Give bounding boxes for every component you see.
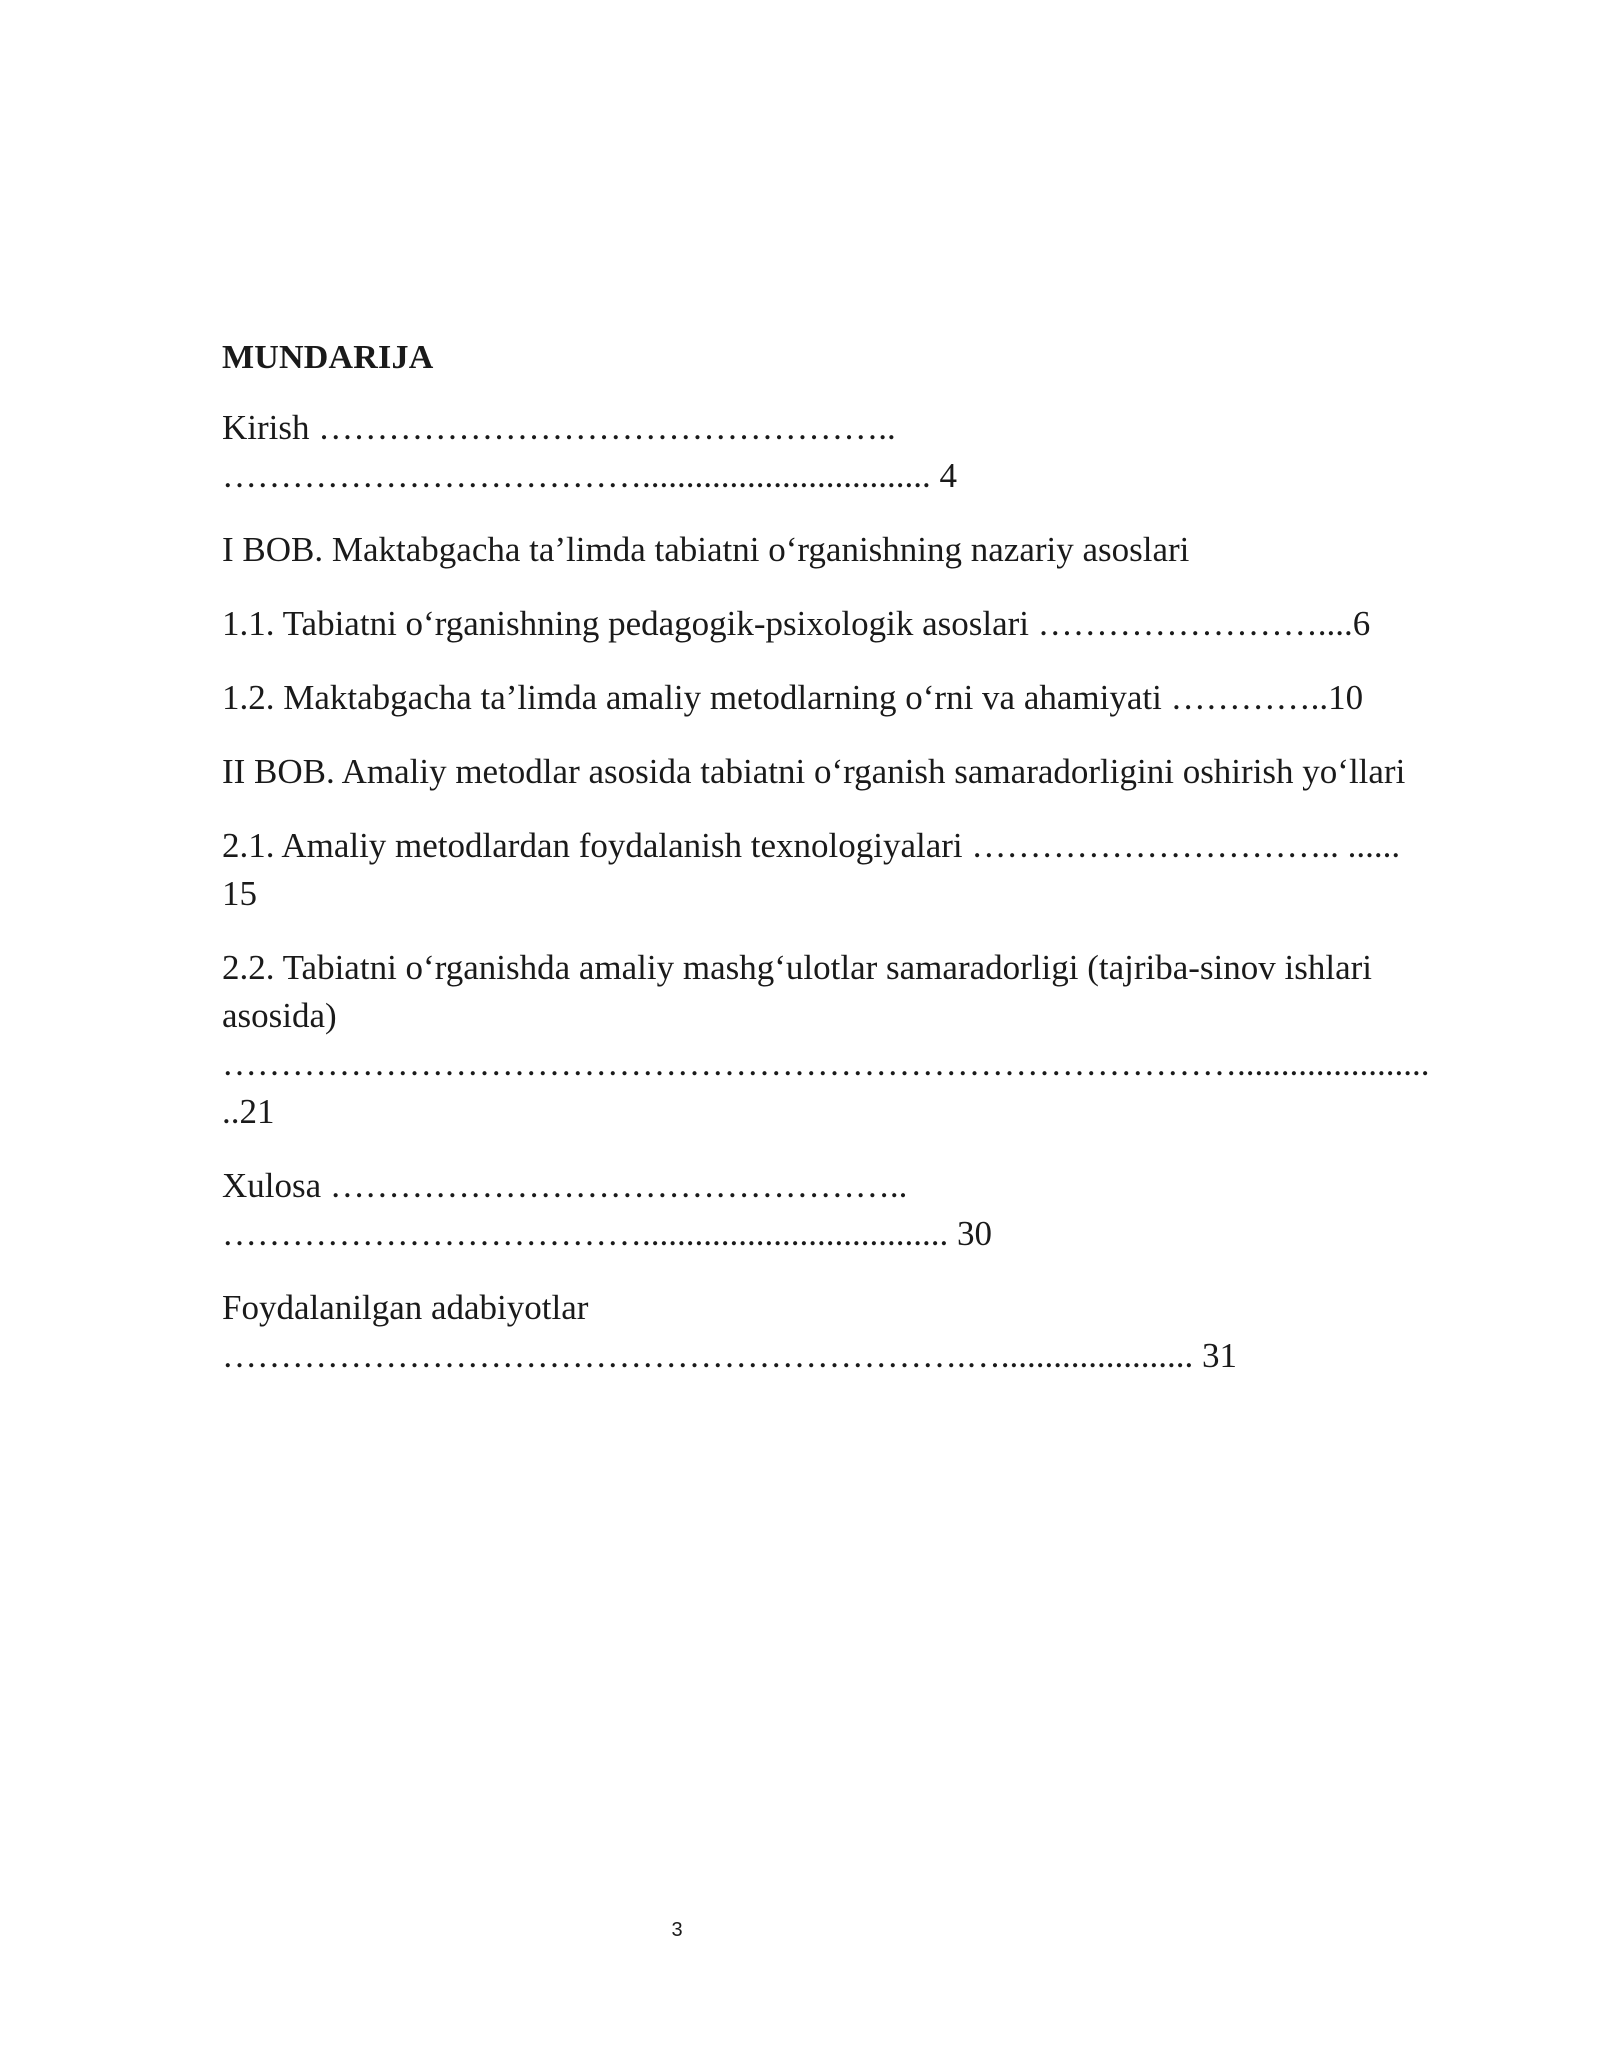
toc-entry-section-2-1: [222, 822, 1490, 918]
toc-entry-chapter-2: [222, 748, 1490, 796]
toc-entry-references: [222, 1284, 1490, 1380]
toc-entry-chapter-1: [222, 526, 1490, 574]
toc-line: 2.1. Amaliy metodlardan foydalanish texnologiyalari ………………………….. ......: [222, 826, 1401, 865]
toc-line: I BOB. Maktabgacha ta’limda tabiatni o‘rganishning nazariy asoslari: [222, 530, 1190, 569]
toc-line: 2.2. Tabiatni o‘rganishda amaliy mashg‘ulotlar samaradorligi (tajriba-sinov ishlari: [222, 948, 1372, 987]
toc-line: II BOB. Amaliy metodlar asosida tabiatni o‘rganish samaradorligini oshirish yo‘llari: [222, 752, 1406, 791]
toc-line: asosida): [222, 996, 337, 1035]
toc-line: ……………………………………………………………………………......................: [222, 1044, 1430, 1083]
toc-entry-section-2-2: [222, 944, 1490, 1136]
toc-line: 15: [222, 874, 257, 913]
toc-entry-section-1-2: [222, 674, 1490, 722]
toc-entry-introduction: [222, 404, 1490, 500]
toc-line: ..21: [222, 1092, 275, 1131]
toc-line: ………………………………................................. 4: [222, 456, 957, 495]
toc-line: Kirish …………………………………………..: [222, 408, 896, 447]
toc-line: Xulosa …………………………………………..: [222, 1166, 908, 1205]
toc-line: ……………………………………………………….…...................... 31: [222, 1336, 1237, 1375]
toc-line: 1.1. Tabiatni o‘rganishning pedagogik-psixologik asoslari ……………………....6: [222, 604, 1371, 643]
page-number: 3: [671, 1919, 683, 1941]
table-of-contents: [222, 334, 1490, 1406]
toc-line: ………………………………................................... 30: [222, 1214, 992, 1253]
toc-heading: MUNDARIJA: [222, 339, 434, 376]
toc-line: Foydalanilgan adabiyotlar: [222, 1288, 589, 1327]
toc-line: 1.2. Maktabgacha ta’limda amaliy metodlarning o‘rni va ahamiyati …………..10: [222, 678, 1364, 717]
toc-entry-conclusion: [222, 1162, 1490, 1258]
toc-entry-section-1-1: [222, 600, 1490, 648]
